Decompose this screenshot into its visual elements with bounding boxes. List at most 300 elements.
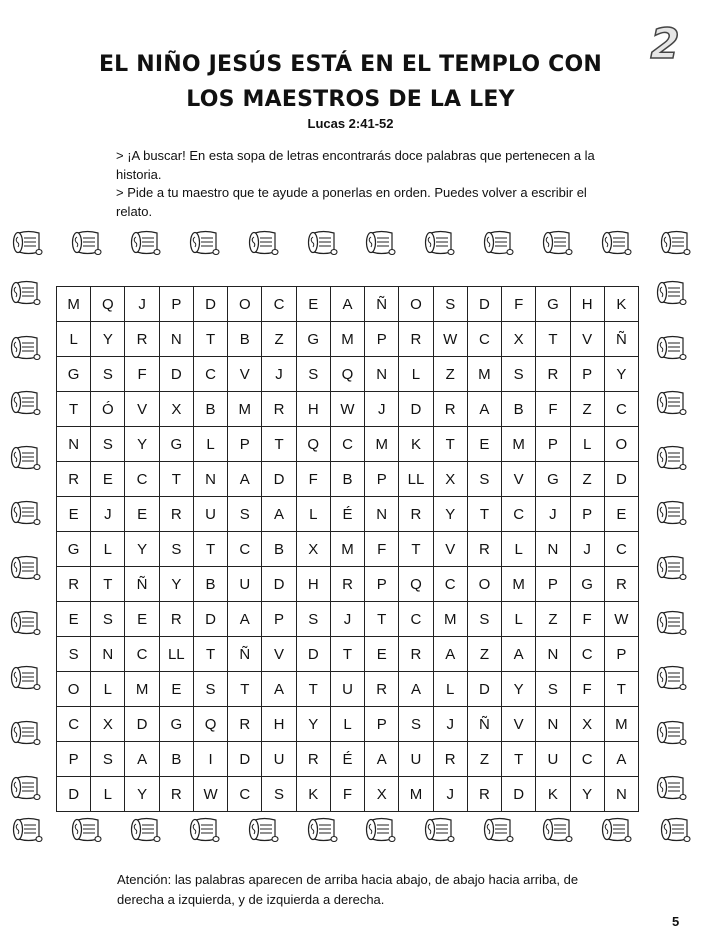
grid-cell: B [159,742,193,777]
grid-cell: U [399,742,433,777]
grid-cell: E [57,602,91,637]
grid-cell: C [330,427,364,462]
scroll-icon [130,815,162,845]
scroll-icon [10,388,42,418]
scroll-icon [10,718,42,748]
scroll-icon [656,498,688,528]
instruction-1: > ¡A buscar! En esta sopa de letras encontrarás doce palabras que pertenecen a la historia. [116,148,595,182]
grid-cell: L [502,602,536,637]
grid-cell: J [91,497,125,532]
grid-cell: G [536,287,570,322]
word-search-grid [56,286,639,803]
grid-row [57,427,639,462]
activity-number-badge: 2 [650,19,680,68]
scroll-icon [189,228,221,258]
grid-cell: V [125,392,159,427]
grid-cell: P [365,707,399,742]
grid-cell: N [91,637,125,672]
grid-cell: G [159,707,193,742]
grid-cell: N [536,637,570,672]
grid-cell: D [262,567,296,602]
grid-cell: A [262,497,296,532]
scroll-icon [656,278,688,308]
grid-cell: K [536,777,570,812]
attention-note: Atención: las palabras aparecen de arriba hacia abajo, de abajo hacia arriba, de derecha a izquierda, y de izquierda a derecha. [117,872,579,907]
grid-cell: X [159,392,193,427]
grid-cell: R [159,777,193,812]
grid-cell: Ñ [604,322,638,357]
grid-cell: D [467,287,501,322]
grid-cell: X [365,777,399,812]
grid-cell: E [365,637,399,672]
scroll-icon [365,815,397,845]
grid-cell: Z [262,322,296,357]
grid-cell: M [330,532,364,567]
scroll-icon [12,815,44,845]
grid-cell: W [330,392,364,427]
grid-cell: Y [159,567,193,602]
grid-cell: Z [467,742,501,777]
grid-cell: A [399,672,433,707]
grid-cell: Q [399,567,433,602]
grid-cell: T [193,532,227,567]
grid-cell: E [125,602,159,637]
grid-cell: S [467,602,501,637]
scroll-icon [12,228,44,258]
grid-cell: D [228,742,262,777]
scroll-icon [601,228,633,258]
grid-cell: S [91,742,125,777]
grid-cell: Q [91,287,125,322]
grid-cell: B [330,462,364,497]
scroll-border-right [656,278,688,803]
grid-cell: G [296,322,330,357]
grid-cell: V [502,462,536,497]
grid-cell: L [570,427,604,462]
grid-cell: Y [125,777,159,812]
grid-cell: S [159,532,193,567]
grid-cell: R [467,532,501,567]
grid-cell: E [57,497,91,532]
grid-cell: P [228,427,262,462]
bible-reference: Lucas 2:41-52 [307,116,394,131]
grid-row [57,287,639,322]
grid-cell: R [262,392,296,427]
grid-row [57,742,639,777]
grid-cell: R [399,637,433,672]
grid-cell: S [433,287,467,322]
grid-cell: R [433,742,467,777]
grid-cell: S [91,427,125,462]
grid-cell: D [296,637,330,672]
grid-cell: G [536,462,570,497]
grid-cell: C [262,287,296,322]
grid-cell: N [159,322,193,357]
grid-cell: H [296,392,330,427]
grid-cell: N [536,532,570,567]
grid-cell: R [433,392,467,427]
grid-cell: W [433,322,467,357]
grid-cell: P [57,742,91,777]
grid-cell: Q [193,707,227,742]
grid-cell: L [502,532,536,567]
grid-cell: B [228,322,262,357]
grid-cell: C [228,532,262,567]
scroll-icon [307,228,339,258]
grid-cell: P [604,637,638,672]
grid-cell: Z [433,357,467,392]
scroll-icon [656,443,688,473]
grid-cell: R [399,497,433,532]
grid-cell: T [193,637,227,672]
grid-cell: V [433,532,467,567]
grid-cell: Z [536,602,570,637]
grid-cell: T [399,532,433,567]
grid-row [57,567,639,602]
scroll-icon [656,388,688,418]
grid-cell: R [159,497,193,532]
grid-cell: D [502,777,536,812]
scroll-icon [660,815,692,845]
grid-cell: D [159,357,193,392]
grid-cell: R [399,322,433,357]
grid-cell: P [262,602,296,637]
grid-cell: F [570,602,604,637]
grid-cell: J [330,602,364,637]
grid-cell: M [433,602,467,637]
grid-cell: N [365,497,399,532]
grid-cell: L [296,497,330,532]
grid-cell: O [467,567,501,602]
scroll-icon [10,498,42,528]
grid-cell: C [570,637,604,672]
grid-cell: C [604,532,638,567]
grid-cell: X [296,532,330,567]
grid-cell: C [604,392,638,427]
grid-cell: J [570,532,604,567]
grid-cell: X [433,462,467,497]
grid-cell: Ñ [467,707,501,742]
grid-cell: R [296,742,330,777]
grid-cell: U [536,742,570,777]
scroll-icon [656,553,688,583]
grid-cell: Q [330,357,364,392]
grid-cell: H [570,287,604,322]
page-number: 5 [672,914,680,929]
grid-cell: P [365,462,399,497]
grid-cell: S [536,672,570,707]
grid-cell: L [433,672,467,707]
grid-cell: W [604,602,638,637]
grid-cell: C [433,567,467,602]
grid-cell: Q [296,427,330,462]
grid-cell: E [125,497,159,532]
grid-cell: Y [125,427,159,462]
scroll-icon [542,815,574,845]
grid-cell: A [467,392,501,427]
grid-cell: C [125,637,159,672]
grid-cell: M [467,357,501,392]
grid-cell: P [365,322,399,357]
scroll-icon [601,815,633,845]
grid-cell: N [604,777,638,812]
grid-cell: R [330,567,364,602]
grid-cell: S [296,602,330,637]
grid-cell: M [399,777,433,812]
grid-cell: P [536,567,570,602]
grid-cell: N [57,427,91,462]
grid-cell: B [262,532,296,567]
grid-cell: Z [570,392,604,427]
scroll-icon [10,443,42,473]
grid-cell: S [399,707,433,742]
grid-cell: A [330,287,364,322]
grid-cell: C [228,777,262,812]
grid-cell: U [330,672,364,707]
grid-cell: T [467,497,501,532]
grid-cell: A [228,462,262,497]
grid-cell: Ñ [228,637,262,672]
grid-cell: A [604,742,638,777]
scroll-border-bottom [12,815,692,845]
grid-cell: R [228,707,262,742]
grid-cell: U [228,567,262,602]
grid-cell: T [502,742,536,777]
instruction-2: > Pide a tu maestro que te ayude a ponerlas en orden. Puedes volver a escribir el relato. [116,185,587,219]
grid-cell: A [433,637,467,672]
scroll-icon [365,228,397,258]
grid-cell: U [193,497,227,532]
grid-cell: A [228,602,262,637]
scroll-icon [10,663,42,693]
grid-cell: Y [433,497,467,532]
grid-cell: S [262,777,296,812]
grid-cell: L [91,672,125,707]
grid-cell: X [502,322,536,357]
grid-cell: K [399,427,433,462]
grid-cell: W [193,777,227,812]
grid-cell: G [159,427,193,462]
grid-cell: E [91,462,125,497]
grid-cell: T [57,392,91,427]
grid-cell: J [125,287,159,322]
grid-cell: M [604,707,638,742]
scroll-icon [10,553,42,583]
scroll-icon [424,815,456,845]
grid-cell: T [91,567,125,602]
page-title-line1: EL NIÑO JESÚS ESTÁ EN EL TEMPLO CON [98,52,603,77]
scroll-icon [71,815,103,845]
grid-cell: M [57,287,91,322]
grid-cell: J [433,777,467,812]
grid-cell: S [57,637,91,672]
grid-cell: C [193,357,227,392]
grid-cell: J [365,392,399,427]
grid-cell: F [330,777,364,812]
grid-cell: B [193,567,227,602]
grid-cell: S [91,602,125,637]
grid-cell: L [193,427,227,462]
grid-cell: X [570,707,604,742]
grid-cell: Y [125,532,159,567]
grid-cell: D [467,672,501,707]
grid-cell: V [502,707,536,742]
grid-cell: K [604,287,638,322]
grid-cell: T [330,637,364,672]
grid-cell: L [91,777,125,812]
grid-cell: A [262,672,296,707]
grid-cell: R [365,672,399,707]
grid-cell: D [262,462,296,497]
grid-cell: A [365,742,399,777]
grid-cell: R [125,322,159,357]
grid-cell: T [433,427,467,462]
grid-cell: M [330,322,364,357]
grid-cell: B [193,392,227,427]
grid-cell: R [57,462,91,497]
scroll-icon [656,333,688,363]
grid-cell: N [193,462,227,497]
grid-cell: R [604,567,638,602]
grid-cell: B [502,392,536,427]
grid-cell: J [433,707,467,742]
instructions [116,147,596,221]
scroll-icon [542,228,574,258]
grid-cell: I [193,742,227,777]
grid-cell: E [159,672,193,707]
grid-cell: F [502,287,536,322]
grid-cell: F [296,462,330,497]
grid-cell: Ó [91,392,125,427]
grid-cell: V [570,322,604,357]
grid-cell: A [502,637,536,672]
grid-cell: G [570,567,604,602]
grid-row [57,497,639,532]
scroll-icon [10,278,42,308]
grid-cell: Y [296,707,330,742]
scroll-icon [656,663,688,693]
grid-cell: G [57,357,91,392]
grid-cell: N [365,357,399,392]
grid-cell: J [262,357,296,392]
grid-cell: T [193,322,227,357]
grid-cell: F [536,392,570,427]
grid-cell: P [365,567,399,602]
grid-cell: Ñ [125,567,159,602]
grid-cell: D [193,602,227,637]
scroll-icon [656,773,688,803]
grid-cell: G [57,532,91,567]
grid-cell: N [536,707,570,742]
grid-cell: Ñ [365,287,399,322]
grid-cell: M [502,567,536,602]
grid-cell: P [570,497,604,532]
scroll-icon [656,608,688,638]
scroll-icon [10,333,42,363]
grid-cell: C [467,322,501,357]
scroll-icon [189,815,221,845]
grid-cell: C [570,742,604,777]
grid-row [57,322,639,357]
scroll-icon [130,228,162,258]
grid-cell: Y [604,357,638,392]
grid-cell: X [91,707,125,742]
grid-cell: S [467,462,501,497]
grid-cell: T [159,462,193,497]
scroll-icon [307,815,339,845]
grid-cell: É [330,742,364,777]
grid-row [57,357,639,392]
scroll-icon [10,773,42,803]
grid-cell: D [604,462,638,497]
scroll-icon [248,228,280,258]
grid-cell: LL [399,462,433,497]
grid-cell: E [296,287,330,322]
grid-cell: L [91,532,125,567]
grid-cell: S [193,672,227,707]
grid-row [57,707,639,742]
scroll-icon [424,228,456,258]
grid-cell: T [365,602,399,637]
grid-cell: Y [91,322,125,357]
grid-cell: M [365,427,399,462]
grid-cell: E [467,427,501,462]
grid-cell: V [228,357,262,392]
grid-cell: H [262,707,296,742]
scroll-icon [660,228,692,258]
grid-cell: LL [159,637,193,672]
grid-cell: F [570,672,604,707]
grid-cell: C [399,602,433,637]
grid-cell: D [399,392,433,427]
grid-cell: A [125,742,159,777]
grid-cell: T [536,322,570,357]
scroll-border-top [12,228,692,258]
grid-row [57,532,639,567]
grid-cell: S [91,357,125,392]
grid-cell: K [296,777,330,812]
grid-cell: O [604,427,638,462]
grid-cell: R [467,777,501,812]
grid-cell: Y [570,777,604,812]
grid-row [57,462,639,497]
grid-cell: O [228,287,262,322]
word-search-table [56,286,639,812]
grid-cell: C [502,497,536,532]
grid-cell: E [604,497,638,532]
grid-cell: Y [502,672,536,707]
grid-cell: S [296,357,330,392]
grid-cell: D [57,777,91,812]
grid-cell: F [125,357,159,392]
grid-cell: S [228,497,262,532]
grid-row [57,392,639,427]
grid-cell: J [536,497,570,532]
grid-row [57,602,639,637]
grid-cell: T [228,672,262,707]
grid-cell: M [228,392,262,427]
grid-cell: D [125,707,159,742]
grid-cell: C [125,462,159,497]
grid-cell: T [262,427,296,462]
grid-cell: S [502,357,536,392]
scroll-icon [483,228,515,258]
grid-cell: H [296,567,330,602]
grid-cell: T [296,672,330,707]
grid-row [57,637,639,672]
grid-cell: V [262,637,296,672]
grid-cell: Z [467,637,501,672]
